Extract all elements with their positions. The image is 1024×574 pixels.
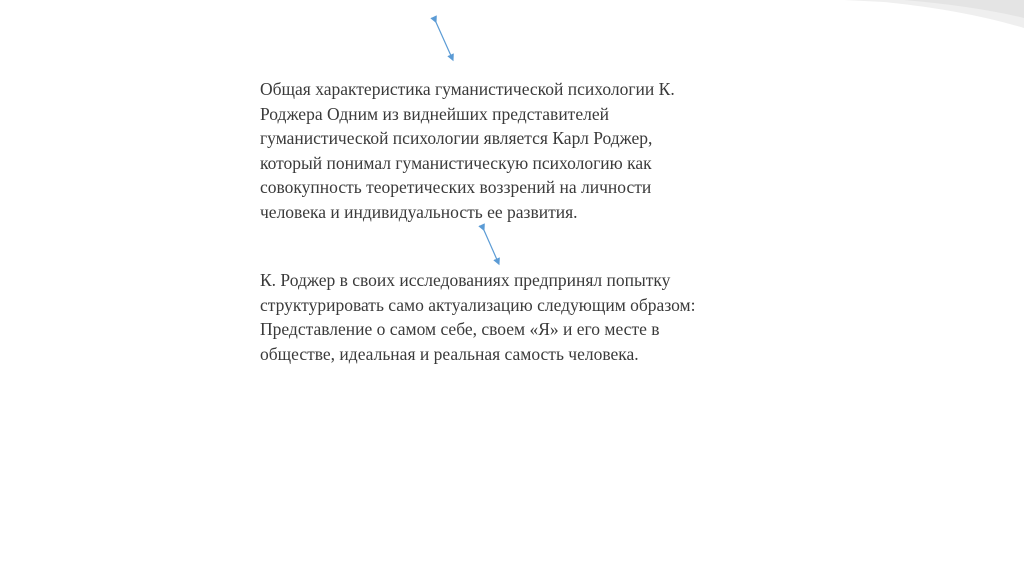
paragraph-rogers-overview (260, 77, 760, 224)
text-line: совокупность теоретических воззрений на личности (260, 177, 652, 197)
text-line: гуманистической психологии является Карл Роджер, (260, 128, 653, 148)
text-line: структурировать само актуализацию следующим образом: (260, 294, 696, 315)
text-line: Представление о самом себе, своем «Я» и его месте в (260, 319, 660, 339)
text-line: Роджера Одним из виднейших представителей (260, 103, 609, 124)
text-line: Общая характеристика гуманистической психологии К. (260, 79, 675, 99)
text-line: человека и индивидуальность ее развития. (260, 201, 578, 222)
text-line: К. Роджер в своих исследованиях предпринял попытку (260, 270, 671, 290)
text-line: обществе, идеальная и реальная самость человека. (260, 343, 639, 364)
corner-decoration (844, 0, 1024, 30)
double-arrow-icon (428, 14, 458, 64)
text-line: который понимал гуманистическую психологию как (260, 152, 652, 173)
double-arrow-icon (476, 222, 506, 268)
paragraph-self-actualization (260, 268, 760, 366)
